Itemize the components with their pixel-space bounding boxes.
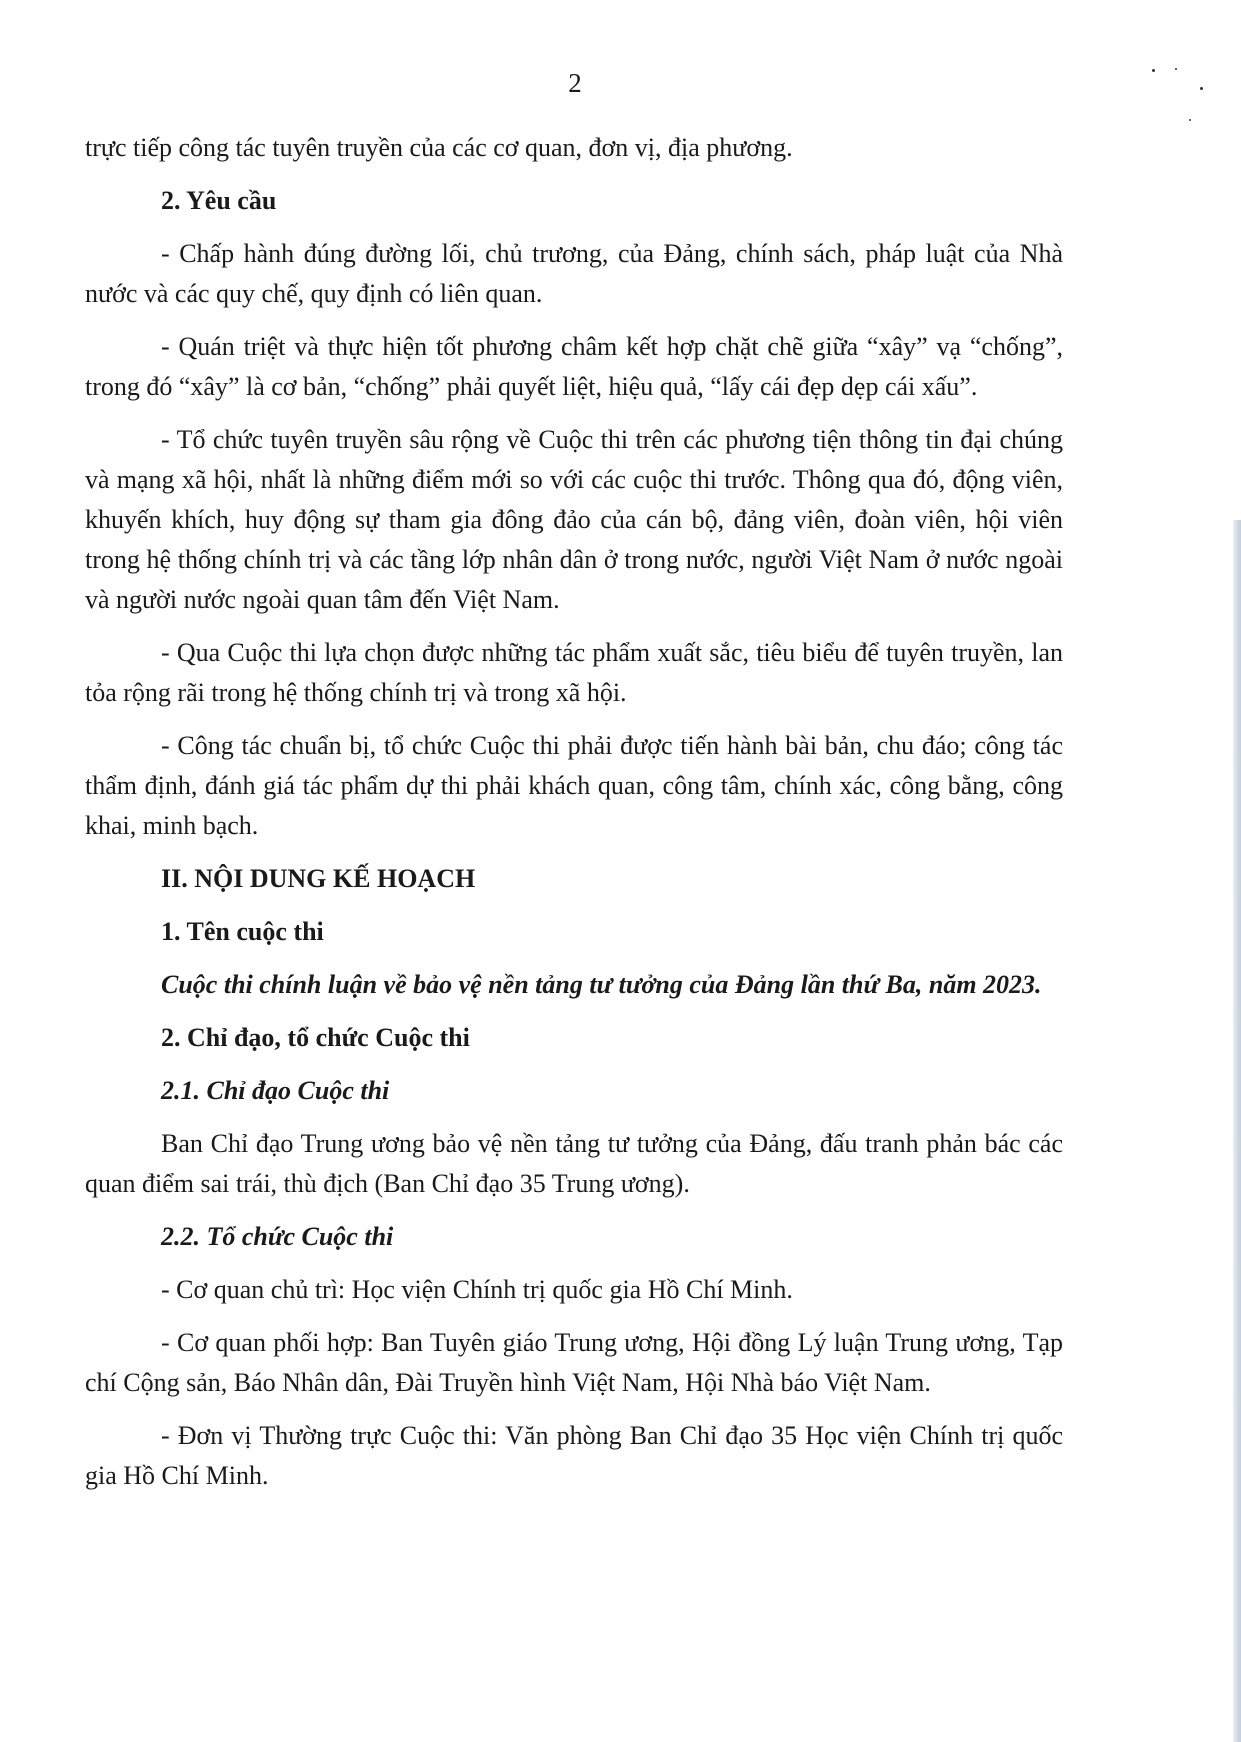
scan-speck — [1189, 119, 1191, 121]
paragraph: - Quán triệt và thực hiện tốt phương châm kết hợp chặt chẽ giữa “xây” vạ “chống”, trong đó “xây” là cơ bản, “chống” phải quyết liệt, hiệu quả, “lấy cái đẹp dẹp cái xấu”. — [85, 332, 1063, 401]
section-heading-plan-content: II. NỘI DUNG KẾ HOẠCH — [161, 864, 476, 893]
scan-speck — [1175, 68, 1177, 70]
subsection-heading-direction-organization: 2. Chỉ đạo, tổ chức Cuộc thi — [161, 1023, 470, 1052]
paragraph: - Công tác chuẩn bị, tổ chức Cuộc thi phải được tiến hành bài bản, chu đáo; công tác thẩm định, đánh giá tác phẩm dự thi phải khách quan, công tâm, chính xác, công bằng, công khai, minh bạch. — [85, 731, 1063, 840]
subsection-heading-direction: 2.1. Chỉ đạo Cuộc thi — [161, 1076, 390, 1105]
paragraph: - Cơ quan chủ trì: Học viện Chính trị quốc gia Hồ Chí Minh. — [161, 1275, 793, 1304]
document-body — [85, 128, 1063, 1509]
paragraph: - Qua Cuộc thi lựa chọn được những tác phẩm xuất sắc, tiêu biểu để tuyên truyền, lan tỏa rộng rãi trong hệ thống chính trị và trong xã hội. — [85, 638, 1063, 707]
paragraph: Ban Chỉ đạo Trung ương bảo vệ nền tảng tư tưởng của Đảng, đấu tranh phản bác các quan điểm sai trái, thù địch (Ban Chỉ đạo 35 Trung ương). — [85, 1129, 1063, 1198]
scan-shadow-edge — [1233, 520, 1241, 1742]
contest-name: Cuộc thi chính luận về bảo vệ nền tảng tư tưởng của Đảng lần thứ Ba, năm 2023. — [161, 970, 1042, 999]
scan-speck — [1152, 69, 1155, 72]
paragraph-continued: trực tiếp công tác tuyên truyền của các cơ quan, đơn vị, địa phương. — [85, 133, 793, 162]
scan-speck — [1200, 87, 1203, 90]
paragraph: - Tổ chức tuyên truyền sâu rộng về Cuộc thi trên các phương tiện thông tin đại chúng và mạng xã hội, nhất là những điểm mới so với các cuộc thi trước. Thông qua đó, động viên, khuyến khích, huy động sự tham gia đông đảo của cán bộ, đảng viên, đoàn viên, hội viên trong hệ thống chính trị và các tầng lớp nhân dân ở trong nước, người Việt Nam ở nước ngoài và người nước ngoài quan tâm đến Việt Nam. — [85, 425, 1063, 614]
page-number: 2 — [568, 68, 582, 98]
subsection-heading-contest-name: 1. Tên cuộc thi — [161, 917, 324, 946]
paragraph: - Chấp hành đúng đường lối, chủ trương, của Đảng, chính sách, pháp luật của Nhà nước và các quy chế, quy định có liên quan. — [85, 239, 1063, 308]
paragraph: - Cơ quan phối hợp: Ban Tuyên giáo Trung ương, Hội đồng Lý luận Trung ương, Tạp chí Cộng sản, Báo Nhân dân, Đài Truyền hình Việt Nam, Hội Nhà báo Việt Nam. — [85, 1328, 1063, 1397]
paragraph: - Đơn vị Thường trực Cuộc thi: Văn phòng Ban Chỉ đạo 35 Học viện Chính trị quốc gia Hồ Chí Minh. — [85, 1421, 1063, 1490]
subsection-heading-organization: 2.2. Tổ chức Cuộc thi — [161, 1222, 394, 1251]
section-heading-requirements: 2. Yêu cầu — [161, 186, 277, 215]
